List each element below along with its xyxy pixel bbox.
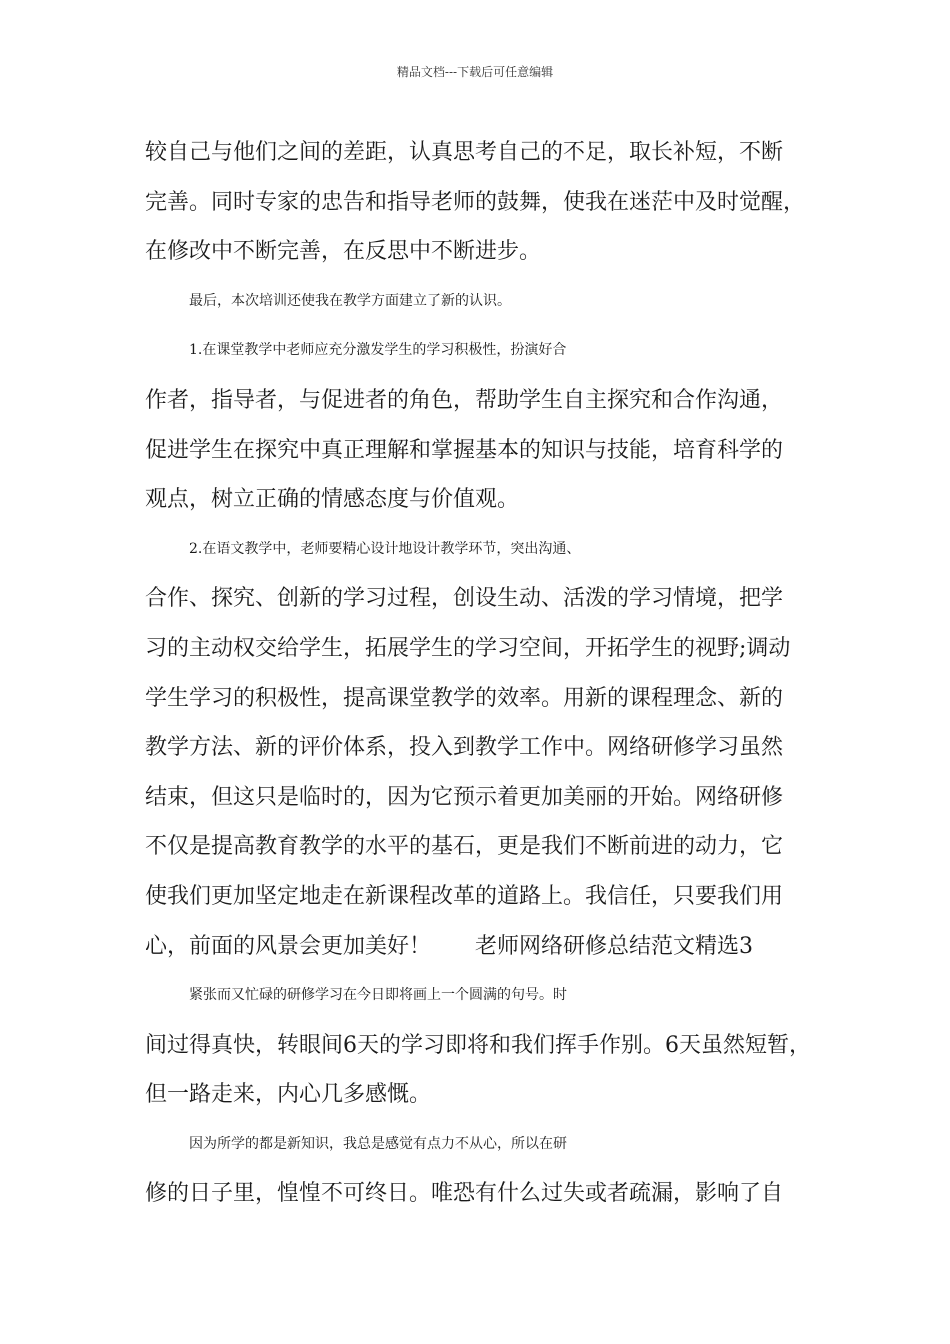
text-line: 2.在语文教学中，老师要精心设计地设计教学环节，突出沟通、 — [189, 540, 581, 557]
document-body — [145, 128, 815, 1219]
text-line: 学生学习的积极性，提高课堂教学的效率。用新的课程理念、新的 — [145, 685, 784, 711]
text-line: 修的日子里，惶惶不可终日。唯恐有什么过失或者疏漏，影响了自 — [145, 1181, 784, 1207]
text-line: 较自己与他们之间的差距，认真思考自己的不足，取长补短，不断 — [145, 140, 784, 165]
text-line: 作者，指导者，与促进者的角色，帮助学生自主探究和合作沟通， — [145, 387, 784, 413]
text-line: 教学方法、新的评价体系，投入到教学工作中。网络研修学习虽然 — [145, 735, 784, 761]
text-line: 完善。同时专家的忠告和指导老师的鼓舞，使我在迷茫中及时觉醒， — [145, 189, 806, 215]
text-line: 合作、探究、创新的学习过程，创设生动、活泼的学习情境，把学 — [145, 586, 784, 612]
text-line: 但一路走来，内心几多感慨。 — [145, 1082, 432, 1108]
text-line: 间过得真快，转眼间6天的学习即将和我们挥手作别。6天虽然短暂， — [145, 1032, 811, 1058]
text-line: 结束，但这只是临时的，因为它预示着更加美丽的开始。网络研修 — [145, 784, 784, 810]
text-line: 不仅是提高教育教学的水平的基石，更是我们不断前进的动力，它 — [145, 834, 784, 860]
text-line: 使我们更加坚定地走在新课程改革的道路上。我信任，只要我们用 — [145, 883, 784, 909]
text-line: 因为所学的都是新知识，我总是感觉有点力不从心，所以在研 — [189, 1135, 567, 1152]
text-line: 1.在课堂教学中老师应充分激发学生的学习积极性，扮演好合 — [189, 342, 567, 359]
text-line: 习的主动权交给学生，拓展学生的学习空间，开拓学生的视野;调动 — [145, 635, 791, 661]
text-line: 心，前面的风景会更加美好！ 老师网络研修总结范文精选3 — [145, 933, 753, 959]
text-line: 紧张而又忙碌的研修学习在今日即将画上一个圆满的句号。时 — [189, 987, 567, 1004]
text-line: 促进学生在探究中真正理解和掌握基本的知识与技能，培育科学的 — [145, 437, 784, 463]
text-line: 观点，树立正确的情感态度与价值观。 — [145, 487, 520, 513]
page-header: 精品文档---下载后可任意编辑 — [396, 65, 554, 79]
text-line: 在修改中不断完善，在反思中不断进步。 — [145, 239, 542, 265]
text-line: 最后，本次培训还使我在教学方面建立了新的认识。 — [189, 292, 511, 309]
